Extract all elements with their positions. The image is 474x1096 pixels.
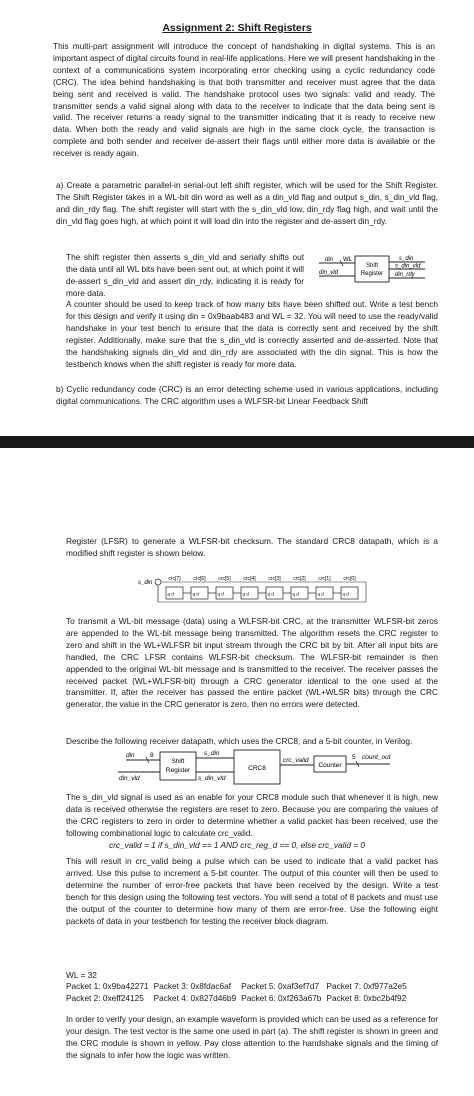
flipflop-pins: q d: [167, 591, 174, 597]
crc-cell-label: crc[5]: [218, 576, 231, 582]
verify-paragraph: In order to verify your design, an example waveform is provided which can be used as a reference for your design. The test vector is the same one used in part (a). The shift register is shown in green and the CRC module is shown in yellow. Pay close attention to the handshake signals and the timing of the signals to infer how the logic was written.: [66, 1014, 438, 1060]
rx-shift-register-block: [160, 752, 196, 780]
rx-register-label: Register: [165, 767, 191, 774]
rx-s-din-label: s_din: [204, 750, 220, 757]
counter-label: Counter: [318, 762, 342, 769]
crc-input-label: s_din: [138, 580, 153, 586]
flipflop-pins: q d: [317, 591, 324, 597]
rx-width8-label: 8: [150, 752, 154, 759]
packet-table: [66, 981, 412, 1005]
part-a-shift-paragraph: The shift register then asserts s_din_vld and serially shifts out the data until all WL bits have been sent out, at which point it will de-assert s_din_vld and assert din_rdy, indicating it is ready for more data.: [66, 252, 304, 298]
packet-row: [66, 981, 412, 993]
din-label: din: [325, 257, 334, 263]
s-din-label: s_din: [399, 256, 414, 262]
part-a-counter-paragraph: A counter should be used to keep track of how many bits have been shifted out. Write a test bench for this design and verify it using din = 0x9baab483 and WL = 32. You will need to use the ready/valid handshake in your test bench to ensure that the data is correctly sent and received by the shift register. Additionally, make sure that the s_din_vld is correctly asserted and de-asserted. Note that the handshaking signals din_vld and din_rdy are associated with the din signal. This is how the testbench knows when the shift register is ready for more data.: [66, 299, 438, 369]
count-out-label: count_out: [362, 754, 391, 761]
page-title: Assignment 2: Shift Registers: [162, 22, 312, 34]
shift-register-diagram: [315, 252, 445, 288]
rx-s-din-vld-label: s_din_vld: [198, 775, 226, 782]
intro-paragraph: This multi-part assignment will introduce the concept of handshaking in digital systems. This is an important aspect of digital circuits found in real-life applications. Here we will present handshaking in the context of a communications system incorporating error checking using a cyclic redundancy code (CRC). The idea behind handshaking is that both transmitter and receiver must agree that the data being sent and received is valid. The handshake protocol uses two signals: valid and ready. The transmitter sends a valid signal along with data to the receiver to indicate that the data being sent is valid. The receiver returns a ready signal to the transmitter indicating that it is ready to receive new data. When both the ready and valid signals are high in the same clock cycle, the transaction is complete and both sender and receiver de-assert their flags until either more data is available or the receiver is ready again.: [53, 41, 435, 159]
packet-cell: Packet 1: 0x9ba42271: [66, 981, 149, 991]
part-a-paragraph: a) Create a parametric parallel-in serial-out left shift register, which will be used for the Shift Register. The Shift Register takes in a WL-bit din word as well as a din_vld flag and output s_din, s_din_vld flag, and din_rdy flag. The shift register will start with the s_din_vld low, din_rdy flag high, and wait until the din_vld flag goes high, at which point it will load din into the register and de-assert din_rdy.: [56, 180, 438, 226]
wl-label: WL: [343, 257, 352, 263]
s-din-vld-label: s_din_vld: [395, 263, 421, 270]
pulse-paragraph: This will result in crc_valid being a pulse which can be used to indicate that a valid packet has arrived. Use this pulse to increment a 5-bit counter. The output of this counter will then be used to determine the number of error-free packets that have been received by the design. Write a test bench for this design using the following test vectors. You will send a total of 8 packets and must use the output of the counter to determine how many of them are error-free. Use the following eight packets of data in your testbench for testing the receiver block diagram.: [66, 856, 438, 926]
crc-valid-label: crc_valid: [283, 757, 309, 764]
crc-cell-label: crc[1]: [318, 576, 331, 582]
rx-din-label: din: [126, 752, 135, 759]
page-1: [0, 0, 474, 436]
packet-cell: Packet 7: 0xf977a2e5: [326, 981, 407, 991]
flipflop-pins: q d: [342, 591, 349, 597]
lfsr-paragraph: Register (LFSR) to generate a WLFSR-bit checksum. The standard CRC8 datapath, which is a modified shift register is shown below.: [66, 536, 438, 558]
packet-cell: Packet 8: 0xbc2b4f92: [326, 992, 407, 1003]
rx-shift-label: Shift: [171, 758, 185, 765]
crc-cell-label: crc[3]: [268, 576, 281, 582]
crc-cell-label: crc[2]: [293, 576, 306, 582]
wl-value: WL = 32: [66, 970, 97, 980]
shift-register-block: [355, 256, 389, 282]
enable-paragraph: The s_din_vld signal is used as an enable for your CRC8 module such that whenever it is high, new data is received otherwise the registers are reset to zero. Because you are comparing the values of the CRC registers to zero in order to determine whether a valid packet has been received, use the following combinational logic to calculate crc_valid.: [66, 792, 438, 838]
crc-valid-equation: crc_valid = 1 if s_din_vld == 1 AND crc_reg_d == 0, else crc_valid = 0: [108, 840, 366, 850]
crc8-label: CRC8: [248, 765, 266, 772]
rx-din-vld-label: din_vld: [119, 775, 140, 782]
crc8-datapath-diagram: [136, 574, 372, 612]
cropped-top-line: [40, 0, 434, 6]
page-separator: [0, 436, 474, 448]
packet-cell: Packet 2: 0xeff24125: [66, 992, 144, 1003]
crc-cell-label: crc[4]: [243, 576, 256, 582]
crc-cell-label: crc[7]: [168, 576, 181, 582]
flipflop-pins: q d: [192, 591, 199, 597]
din-rdy-label: din_rdy: [395, 272, 415, 278]
packet-cell: Packet 5: 0xaf3ef7d7: [241, 981, 320, 991]
crc-cell-label: crc[0]: [343, 576, 356, 582]
rx-width5-label: 5: [352, 754, 356, 761]
crc-cell-label: crc[6]: [193, 576, 206, 582]
flipflop-pins: q d: [292, 591, 299, 597]
din-vld-label: din_vld: [319, 270, 339, 276]
flipflop-pins: q d: [242, 591, 249, 597]
flipflop-pins: q d: [267, 591, 274, 597]
packet-row: [66, 993, 412, 1005]
receiver-datapath-diagram: [116, 748, 416, 788]
packet-cell: Packet 4: 0x827d46b9: [153, 992, 237, 1003]
register-label: Register: [360, 271, 384, 277]
part-b-paragraph: b) Cyclic redundancy code (CRC) is an error detecting scheme used in various applications, including digital communications. The CRC algorithm uses a WLFSR-bit Linear Feedback Shift: [56, 384, 438, 406]
packet-cell: Packet 3: 0x8fdac6af: [153, 981, 232, 991]
packet-cell: Packet 6: 0xf263a67b: [241, 992, 322, 1003]
shift-label: Shift: [365, 263, 379, 269]
describe-paragraph: Describe the following receiver datapath, which uses the CRC8, and a 5-bit counter, in Verilog.: [66, 736, 413, 746]
transmit-paragraph: To transmit a WL-bit message (data) using a WLFSR-bit CRC, at the transmitter WLFSR-bit zeros are appended to the WL-bit message being transmitted. The algorithm resets the CRC register to zero and shift in the WL+WLFSR bit input stream through the CRC bit by bit. After all input bits are handled, the CRC LFSR contains WLFSR-bit checksum. The WLFSR-bit remainder is then appended to the original WL-bit message and is transmitted to the receiver. The receiver passes the received packet (WL+WLFSR-bit) through a CRC generator identical to the one used at the transmitter. If, after the receiver has passed the entire packet (WL+WLSR bits) through the CRC generator, the value in the CRC generator is zero, then no errors were detected.: [66, 616, 438, 710]
page-2: [0, 448, 474, 1096]
flipflop-pins: q d: [217, 591, 224, 597]
